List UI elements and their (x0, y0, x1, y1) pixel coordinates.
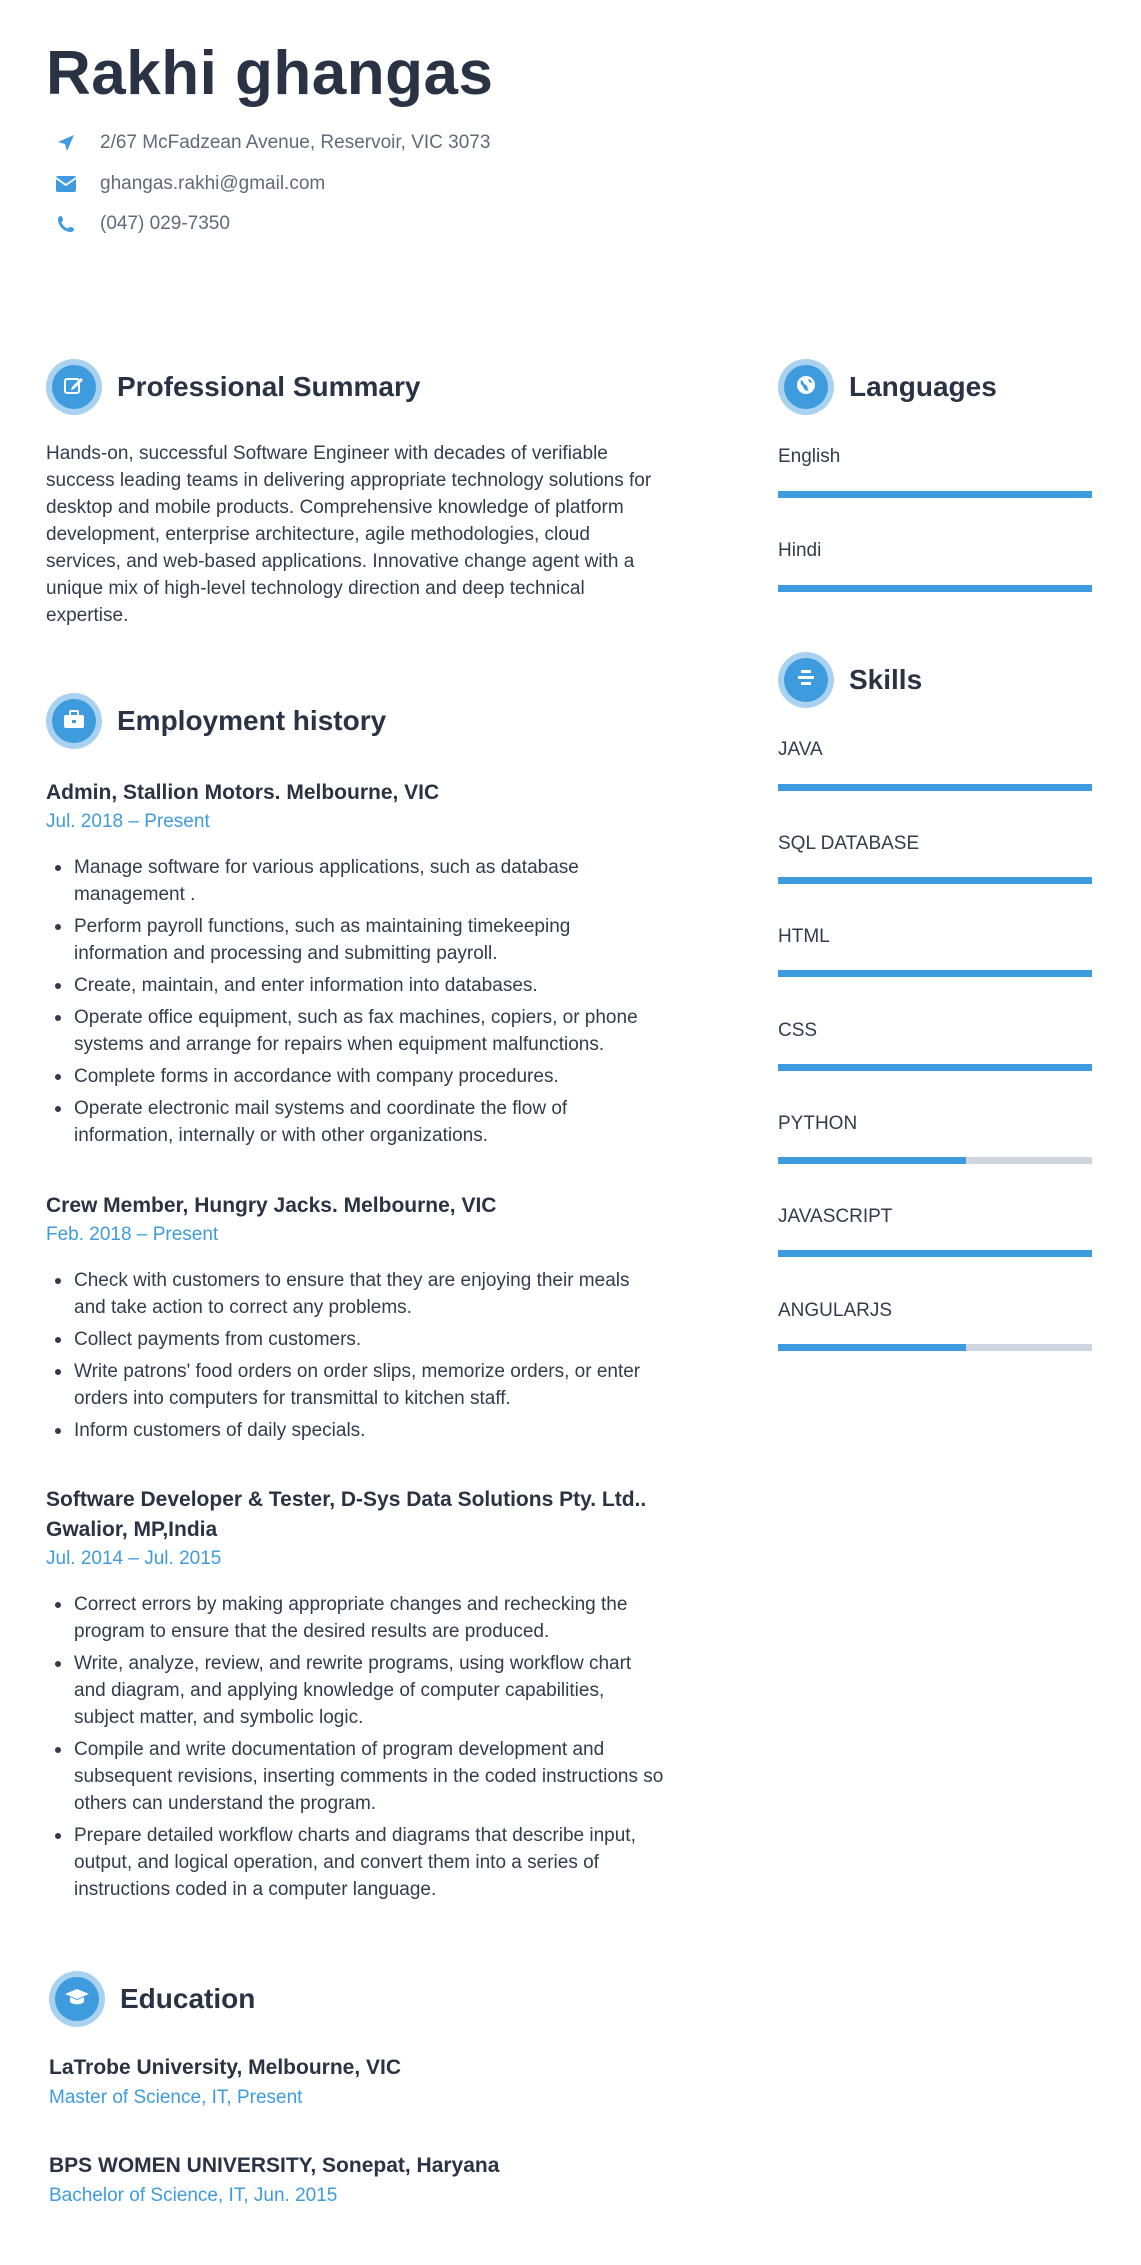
languages-badge (778, 359, 834, 415)
location-arrow-icon (46, 129, 86, 157)
list-item: Write, analyze, review, and rewrite programs, using workflow chart and diagram, and applying knowledge of computer capabilities, subject matter, and symbolic logic. (46, 1650, 666, 1731)
languages-heading (778, 359, 997, 415)
language-name: Hindi (778, 540, 822, 561)
skill-name: CSS (778, 1020, 818, 1041)
briefcase-icon (63, 709, 85, 734)
school-name: LaTrobe University, Melbourne, VIC (49, 2056, 402, 2079)
skill-level-fill (778, 877, 1092, 884)
list-item: Manage software for various applications, such as database management . (46, 854, 666, 908)
job-date: Jul. 2018 – Present (46, 811, 210, 832)
education-badge (49, 1971, 105, 2027)
skill-level-bar (778, 784, 1092, 791)
globe-icon (795, 374, 817, 401)
contact-address (46, 129, 646, 157)
list-item: Write patrons' food orders on order slips, memorize orders, or enter orders into computers for transmittal to kitchen staff. (46, 1358, 666, 1412)
summary-title: Professional Summary (117, 371, 421, 402)
list-item: Perform payroll functions, such as maintaining timekeeping information and processing and submitting payroll. (46, 913, 666, 967)
phone-text: (047) 029-7350 (100, 213, 230, 234)
employment-badge (46, 693, 102, 749)
list-item: Compile and write documentation of program development and subsequent revisions, inserting comments in the coded instructions so others can understand the program. (46, 1736, 666, 1817)
skill-name: ANGULARJS (778, 1300, 893, 1321)
skill-name: JAVA (778, 739, 823, 760)
language-level-bar (778, 585, 1092, 592)
list-item: Check with customers to ensure that they are enjoying their meals and take action to correct any problems. (46, 1267, 666, 1321)
job-bullets (46, 1267, 666, 1449)
employment-title: Employment history (117, 705, 387, 736)
list-item: Collect payments from customers. (46, 1326, 666, 1353)
list-item: Complete forms in accordance with company procedures. (46, 1063, 666, 1090)
list-item: Create, maintain, and enter information into databases. (46, 972, 666, 999)
skill-level-fill (778, 1064, 1092, 1071)
skill-level-bar (778, 970, 1092, 977)
list-item: Operate office equipment, such as fax machines, copiers, or phone systems and arrange for repairs when equipment malfunctions. (46, 1004, 666, 1058)
skill-level-fill (778, 1344, 966, 1351)
phone-icon (46, 210, 86, 238)
list-item: Prepare detailed workflow charts and diagrams that describe input, output, and logical operation, and convert them into a series of instructions coded in a computer language. (46, 1822, 666, 1903)
languages-title: Languages (849, 371, 997, 402)
job-title: Crew Member, Hungry Jacks. Melbourne, VIC (46, 1194, 497, 1217)
language-level-fill (778, 491, 1092, 498)
skill-level-bar (778, 1344, 1092, 1351)
contact-email (46, 170, 646, 198)
summary-text: Hands-on, successful Software Engineer with decades of verifiable success leading teams in delivering appropriate technology solutions for desktop and mobile products. Comprehensive knowledge of platform development, enterprise architecture, agile methodologies, cloud services, and web-based applications. Innovative change agent with a unique mix of high-level technology direction and deep technical expertise. (46, 443, 652, 626)
skill-level-fill (778, 784, 1092, 791)
edit-icon (63, 374, 85, 401)
envelope-icon (46, 170, 86, 198)
skill-level-bar (778, 1250, 1092, 1257)
job-date: Feb. 2018 – Present (46, 1224, 219, 1245)
skill-level-fill (778, 1157, 966, 1164)
summary-badge (46, 359, 102, 415)
skill-level-fill (778, 970, 1092, 977)
list-item: Correct errors by making appropriate changes and rechecking the program to ensure that the desired results are produced. (46, 1591, 666, 1645)
skill-level-bar (778, 1064, 1092, 1071)
skills-heading (778, 652, 922, 708)
language-level-bar (778, 491, 1092, 498)
degree-text: Master of Science, IT, Present (49, 2087, 303, 2108)
job-date: Jul. 2014 – Jul. 2015 (46, 1548, 222, 1569)
skill-name: PYTHON (778, 1113, 858, 1134)
job-bullets (46, 854, 666, 1154)
degree-text: Bachelor of Science, IT, Jun. 2015 (49, 2185, 338, 2206)
address-text: 2/67 McFadzean Avenue, Reservoir, VIC 3073 (100, 132, 491, 153)
job-title: Software Developer & Tester, D-Sys Data Solutions Pty. Ltd.. Gwalior, MP,India (46, 1488, 647, 1541)
align-center-icon (796, 669, 816, 692)
skill-name: HTML (778, 926, 830, 947)
job-bullets (46, 1591, 666, 1908)
graduation-cap-icon (64, 1987, 90, 2012)
language-level-fill (778, 585, 1092, 592)
summary-heading (46, 359, 420, 415)
skills-title: Skills (849, 664, 923, 695)
job-title: Admin, Stallion Motors. Melbourne, VIC (46, 781, 440, 804)
skills-badge (778, 652, 834, 708)
email-text[interactable]: ghangas.rakhi@gmail.com (100, 173, 326, 194)
skill-level-bar (778, 1157, 1092, 1164)
list-item: Operate electronic mail systems and coordinate the flow of information, internally or with other organizations. (46, 1095, 666, 1149)
school-name: BPS WOMEN UNIVERSITY, Sonepat, Haryana (49, 2154, 500, 2177)
skill-level-bar (778, 877, 1092, 884)
employment-heading (46, 693, 386, 749)
education-title: Education (120, 1983, 256, 2014)
skill-level-fill (778, 1250, 1092, 1257)
skill-name: SQL DATABASE (778, 833, 920, 854)
contact-phone (46, 210, 646, 238)
skill-name: JAVASCRIPT (778, 1206, 893, 1227)
list-item: Inform customers of daily specials. (46, 1417, 666, 1444)
education-heading (49, 1971, 255, 2027)
language-name: English (778, 446, 841, 467)
candidate-name: Rakhi ghangas (46, 39, 494, 108)
